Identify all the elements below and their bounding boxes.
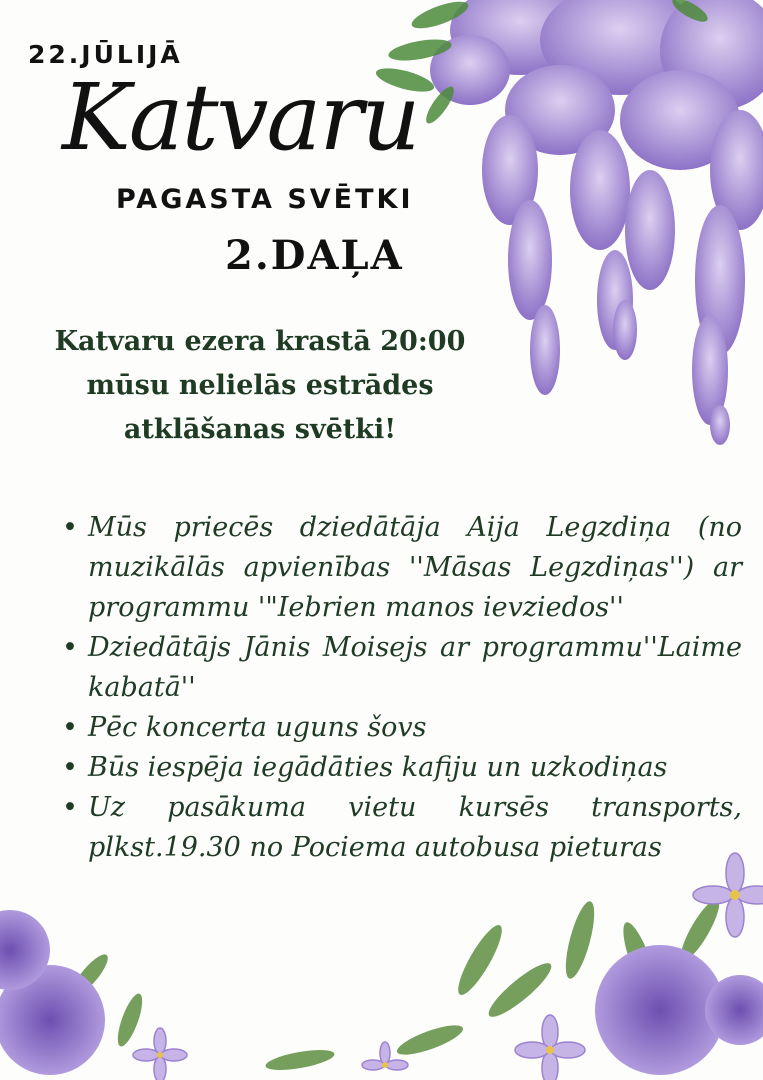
program-item: • Uz pasākuma vietu kursēs transports, plkst.19.30 no Pociema autobusa pieturas (62, 788, 742, 868)
program-item: • Pēc koncerta uguns šovs (62, 708, 742, 748)
event-subtitle: PAGASTA SVĒTKI (116, 184, 414, 215)
intro-line: mūsu nelielās estrādes (86, 370, 434, 401)
event-title: Katvaru (62, 64, 419, 171)
program-list (62, 508, 742, 868)
program-item: • Būs iespēja iegādāties kafiju un uzkodiņas (62, 748, 742, 788)
intro-text (20, 320, 500, 452)
intro-line: atklāšanas svētki! (123, 414, 397, 445)
intro-line: Katvaru ezera krastā 20:00 (54, 326, 466, 357)
event-date: 22.JŪLIJĀ (28, 40, 183, 69)
event-part: 2.DAĻA (225, 232, 404, 279)
program-item: • Dziedātājs Jānis Moisejs ar programmu''Laime kabatā'' (62, 628, 742, 708)
floral-cluster-bottom (0, 853, 763, 1080)
program-item: • Mūs priecēs dziedātāja Aija Legzdiņa (no muzikālās apvienības ''Māsas Legzdiņas'') ar programmu '"Iebrien manos ievziedos'' (62, 508, 742, 628)
